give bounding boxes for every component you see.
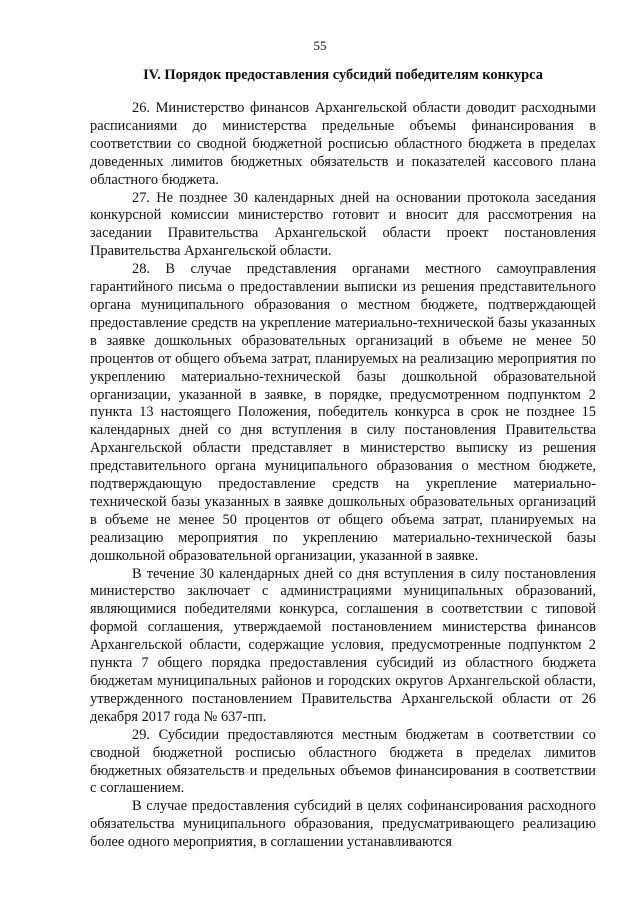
paragraph-29-cofinancing: В случае предоставления субсидий в целях софинансирования расходного обязательства муниципального образования, предусматривающего реализацию более одного мероприятия, в соглашении устанавливаются <box>90 798 596 851</box>
paragraph-28: 28. В случае представления органами местного самоуправления гарантийного письма о предоставлении выписки из решения представительного органа муниципального образования о местном бюджете, подтверждающей предоставление средств на укрепление материально-технической базы указанных в заявке дошкольных образовательных организаций в объеме не менее 50 процентов от общего объема затрат, планируемых на реализацию мероприятия по укреплению материально-технической базы дошкольной образовательной организации, указанной в заявке, в порядке, предусмотренном подпунктом 2 пункта 13 настоящего Положения, победитель конкурса в срок не позднее 15 календарных дней со дня вступления в силу постановления Правительства Архангельской области представляет в министерство выписку из решения представительного органа муниципального образования о местном бюджете, подтверждающую предоставление средств на укрепление материально-технической базы указанных в заявке дошкольных образовательных организаций в объеме не менее 50 процентов от общего объема затрат, планируемых на реализацию мероприятия по укреплению материально-технической базы дошкольной образовательной организации, указанной в заявке. <box>90 261 596 564</box>
section-heading: IV. Порядок предоставления субсидий победителям конкурса <box>143 67 543 83</box>
paragraph-26: 26. Министерство финансов Архангельской области доводит расходными расписаниями до министерства предельные объемы финансирования в соответствии со сводной бюджетной росписью областного бюджета в пределах доведенных лимитов бюджетных обязательств и показателей кассового плана областного бюджета. <box>90 100 596 188</box>
paragraph-28-agreements: В течение 30 календарных дней со дня вступления в силу постановления министерство заключает с администрациями муниципальных образований, являющимися победителями конкурса, соглашения в соответствии с типовой формой соглашения, утверждаемой постановлением министерства финансов Архангельской области, содержащие условия, предусмотренные подпунктом 2 пункта 7 общего порядка предоставления субсидий из областного бюджета бюджетам муниципальных районов и городских округов Архангельской области, утвержденного постановлением Правительства Архангельской области от 26 декабря 2017 года № 637-пп. <box>90 565 596 725</box>
paragraph-27: 27. Не позднее 30 календарных дней на основании протокола заседания конкурсной комиссии министерство готовит и вносит для рассмотрения на заседании Правительства Архангельской области проект постановления Правительства Архангельской области. <box>90 189 596 260</box>
page-number: 55 <box>313 38 327 53</box>
paragraph-29: 29. Субсидии предоставляются местным бюджетам в соответствии со сводной бюджетной росписью областного бюджета в пределах лимитов бюджетных обязательств и предельных объемов финансирования в соответствии с соглашением. <box>90 726 596 797</box>
document-body <box>90 100 596 852</box>
